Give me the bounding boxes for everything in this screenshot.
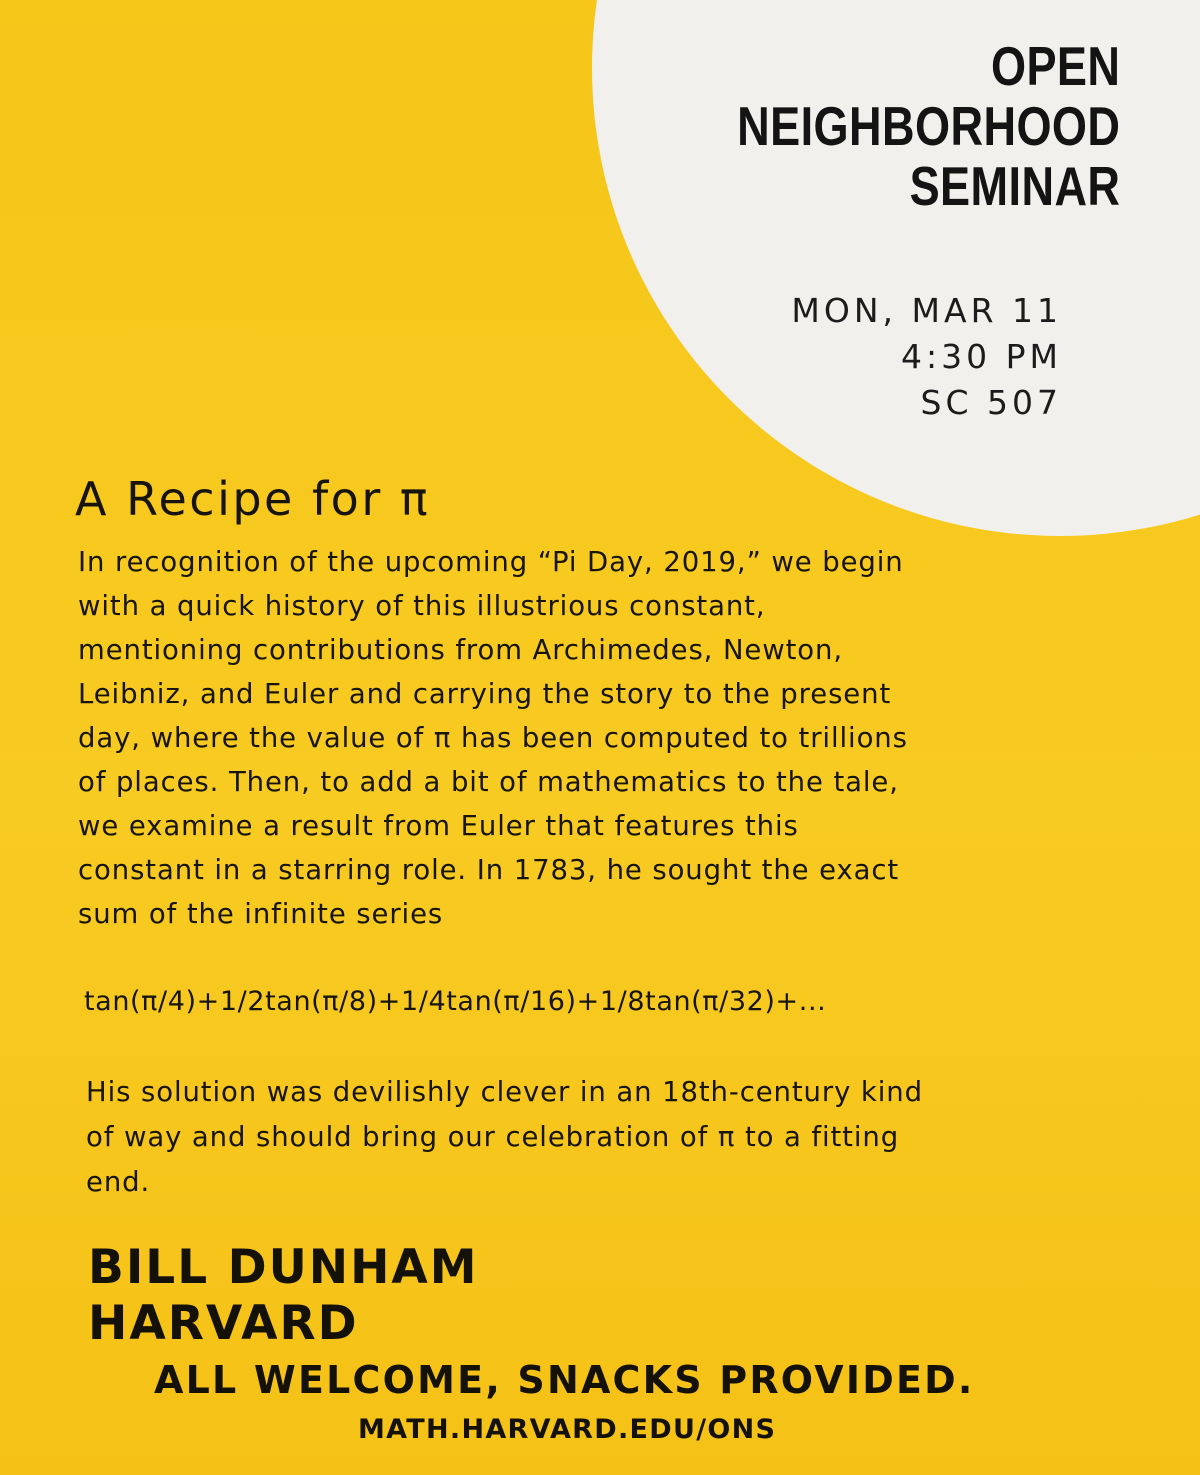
abstract-line: day, where the value of π has been computed to trillions — [78, 722, 908, 754]
abstract-line: of places. Then, to add a bit of mathematics to the tale, — [78, 766, 899, 798]
abstract — [78, 540, 1098, 936]
closing-paragraph — [86, 1070, 923, 1205]
abstract-line: mentioning contributions from Archimedes, Newton, — [78, 634, 844, 666]
abstract-line: with a quick history of this illustrious constant, — [78, 590, 766, 622]
seminar-title-line-1: OPEN — [990, 35, 1120, 97]
event-time: 4:30 PM — [901, 337, 1062, 376]
closing-line: of way and should bring our celebration of π to a fitting — [86, 1121, 900, 1153]
abstract-line: In recognition of the upcoming “Pi Day, 2019,” we begin — [78, 546, 904, 578]
event-room: SC 507 — [920, 383, 1062, 422]
talk-title: A Recipe for π — [75, 472, 431, 526]
abstract-line: sum of the infinite series — [78, 898, 444, 930]
abstract-line: constant in a starring role. In 1783, he sought the exact — [78, 854, 900, 886]
seminar-url: MATH.HARVARD.EDU/ONS — [358, 1414, 777, 1445]
speaker-name: BILL DUNHAM — [88, 1240, 479, 1295]
seminar-title — [737, 36, 1120, 216]
welcome-note: ALL WELCOME, SNACKS PROVIDED. — [154, 1358, 975, 1402]
closing-line: end. — [86, 1166, 151, 1198]
speaker-block — [88, 1240, 479, 1352]
seminar-title-line-2: NEIGHBORHOOD — [736, 95, 1120, 157]
event-info — [791, 288, 1062, 426]
seminar-title-line-3: SEMINAR — [909, 155, 1120, 217]
speaker-affiliation: HARVARD — [88, 1296, 359, 1351]
abstract-line: we examine a result from Euler that features this — [78, 810, 799, 842]
series-formula: tan(π/4)+1/2tan(π/8)+1/4tan(π/16)+1/8tan(π/32)+... — [84, 986, 827, 1017]
abstract-line: Leibniz, and Euler and carrying the story to the present — [78, 678, 892, 710]
event-date: MON, MAR 11 — [791, 291, 1062, 330]
closing-line: His solution was devilishly clever in an 18th-century kind — [86, 1076, 923, 1108]
